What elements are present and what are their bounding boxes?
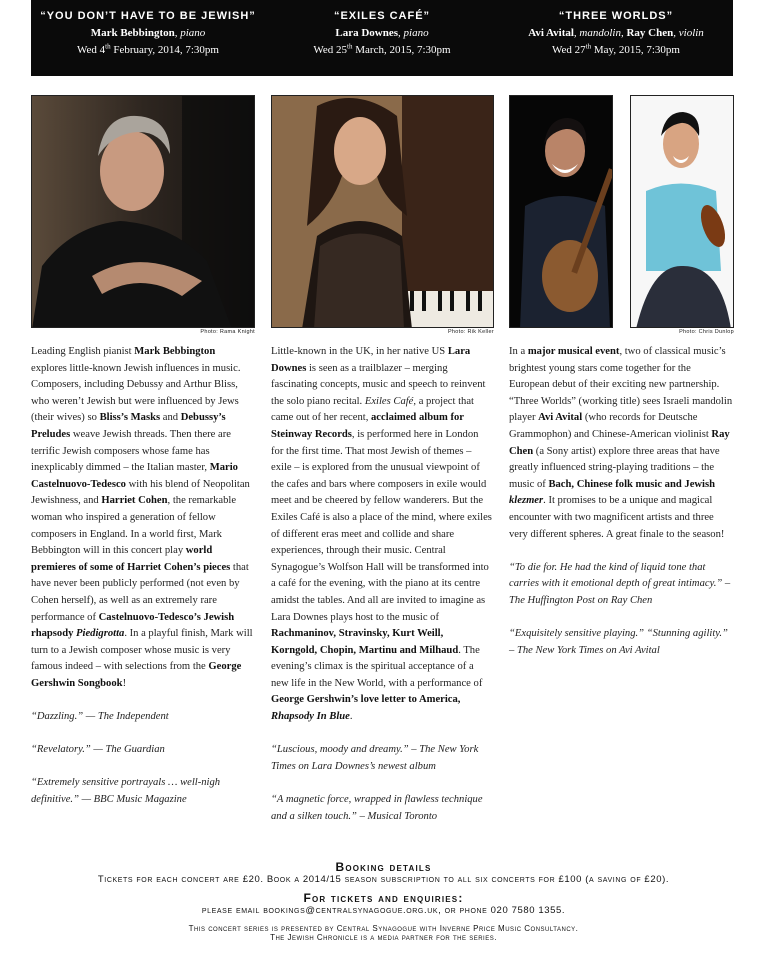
concert-3-body <box>509 344 733 543</box>
text-run: Avi Avital <box>538 412 583 424</box>
text-run: with his blend of Neopolitan Jewishness, and <box>31 478 250 507</box>
text-run: , the remarkable woman who inspired a generation of fellow composers in England. In a world first, Mark Bebbington will in this concert play <box>31 495 237 557</box>
concert-2-quote-1: “Luscious, moody and dreamy.” – The New York Times on Lara Downes’s newest album <box>271 744 479 772</box>
booking-details <box>0 860 767 942</box>
concert-3-header <box>499 8 733 59</box>
concert-3-title: “THREE WORLDS” <box>558 10 674 22</box>
text-run: , two of classical music’s brightest young stars come together for the European debut of their exciting new partnership. “Three Worlds” (working title) sees Israeli mandolin player <box>509 346 733 424</box>
concert-2-quote-2: “A magnetic force, wrapped in flawless technique and a silken touch.” – Musical Toronto <box>271 794 483 822</box>
concert-1-date: Wed 4th February, 2014, 7:30pm <box>77 42 219 56</box>
text-run: Bach, Chinese folk music and Jewish <box>548 478 716 490</box>
text-run: Leading English pianist <box>31 346 135 357</box>
text-run: , a project that came out of her recent, <box>271 395 474 424</box>
text-run: Castelnuovo-Tedesco’s Jewish rhapsody <box>31 611 235 640</box>
concert-1-body <box>31 344 253 692</box>
photo-ray-chen <box>630 95 734 328</box>
concert-3-performer: Avi Avital, mandolin, Ray Chen, violin <box>528 27 704 39</box>
concert-banner <box>31 0 733 76</box>
presented-by: This concert series is presented by Central Synagogue with Inverne Price Music Consultancy. <box>188 924 579 933</box>
photo-lara-downes <box>271 95 494 328</box>
concert-2-body <box>271 344 492 726</box>
concert-1-quote-1: “Dazzling.” — The Independent <box>31 711 169 723</box>
photo-mark-bebbington <box>31 95 255 328</box>
photo-avi-avital <box>509 95 613 328</box>
booking-heading: Booking details <box>335 860 432 874</box>
concert-1-title: “YOU DON’T HAVE TO BE JEWISH” <box>40 10 256 22</box>
enquiries-heading: For tickets and enquiries: <box>303 891 464 905</box>
concert-1-header <box>31 8 265 59</box>
text-run: Lara Downes <box>271 346 471 374</box>
text-run: (a Sony artist) explore three areas that have greatly influenced string-playing traditions – the music of <box>509 445 720 490</box>
text-run: Bliss’s Masks <box>99 412 161 424</box>
concert-2-description <box>271 344 492 842</box>
concert-2-header <box>265 8 499 59</box>
concert-3-quote-1: “To die for. He had the kind of liquid tone that carries with it emotional depth of great intimacy.” – The Huffington Post on Ray Chen <box>509 561 731 606</box>
text-run: Piedigrotta <box>76 628 125 640</box>
concert-1-description <box>31 344 253 825</box>
booking-tickets: Tickets for each concert are £20. Book a 2014/15 season subscription to all six concerts for £100 (a saving of £20). <box>97 874 670 885</box>
text-run: explores little-known Jewish influences in music. Composers, including Debussy and Arthur Bliss, who weren’t Jewish but were influenced by Jews (their wives) so <box>31 362 241 424</box>
text-run: Rhapsody In Blue <box>271 711 350 723</box>
concert-3-description <box>509 344 733 676</box>
text-run: Mark Bebbington <box>134 346 216 357</box>
concert-1-quote-3: “Extremely sensitive portrayals … well-nigh definitive.” — BBC Music Magazine <box>31 777 221 806</box>
text-run: Little-known in the UK, in her native US <box>271 346 448 357</box>
text-run: . The evening’s climax is the spiritual acceptance of a new life in the New World, with a performance of <box>271 644 483 689</box>
concert-1-quote-2: “Revelatory.” — The Guardian <box>31 744 165 756</box>
text-run: is seen as a trailblazer – merging fascinating concepts, music and speech to reinvent the solo piano recital. <box>271 362 486 407</box>
text-run: ! <box>122 677 127 689</box>
concert-3-date: Wed 27th May, 2015, 7:30pm <box>552 42 680 56</box>
text-run: In a <box>509 346 528 357</box>
text-run: that have never been publicly performed (not even by Cohen herself), as well as an extremely rare performance of <box>31 561 249 623</box>
concert-2-title: “EXILES CAFÉ” <box>333 10 431 22</box>
media-partner: The Jewish Chronicle is a media partner for the series. <box>270 933 497 942</box>
text-run: Harriet Cohen <box>101 495 168 507</box>
text-run: , is performed here in London for the first time. That most Jewish of themes – exile – is explored from the unusual viewpoint of the cafes and bars where composers in exile would meet and be cheered by fellow wanderers. But the Exiles Café is also a place of the mind, where exiles of different eras meet and collide and share experiences, through their music. Central Synagogue’s Wolfson Hall will be transformed into a café for the evening, with the piano at its centre amidst the tables. And all are invited to imagine as Lara Downes plays host to the music of <box>271 428 492 623</box>
photo-credit-2: Photo: Rik Keller <box>447 329 494 335</box>
text-run: weave Jewish threads. Then there are terrific Jewish composers whose fame has inexplicably dimmed – the Italian master, <box>31 428 231 474</box>
text-run: world premieres of some of Harriet Cohen’s pieces <box>31 545 231 573</box>
text-run: (who records for Deutsche Grammophon) and Chinese-American violinist <box>509 412 712 440</box>
text-run: George Gershwin Songbook <box>31 661 242 689</box>
text-run: Mario Castelnuovo-Tedesco <box>31 462 238 490</box>
text-run: Exiles Café <box>364 395 414 407</box>
text-run: major musical event <box>527 346 620 357</box>
text-run: . In a playful finish, Mark will turn to a Jewish composer whose music is very famous indeed – with selections from the <box>31 628 253 673</box>
concert-2-performer: Lara Downes, piano <box>335 27 429 39</box>
photo-credit-3: Photo: Chris Dunlop <box>679 329 734 335</box>
text-run: and <box>160 412 181 424</box>
text-run: Debussy’s Preludes <box>31 412 226 440</box>
booking-contact: please email bookings@centralsynagogue.org.uk, or phone 020 7580 1355. <box>201 905 566 916</box>
text-run: Rachmaninov, Stravinsky, Kurt Weill, Korngold, Chopin, Martinu and Milhaud <box>271 628 459 656</box>
text-run: George Gershwin’s love letter to America, <box>271 694 461 706</box>
concert-3-quote-2: “Exquisitely sensitive playing.” “Stunning agility.” – The New York Times on Avi Avital <box>509 628 728 656</box>
concert-1-performer: Mark Bebbington, piano <box>90 27 206 39</box>
text-run: . <box>349 711 353 723</box>
photo-credit-1: Photo: Rama Knight <box>200 329 255 335</box>
text-run: acclaimed album for Steinway Records <box>271 412 464 440</box>
text-run: klezmer <box>509 495 544 507</box>
text-run: . It promises to be a unique and magical encounter with two magnificent artists and three very different spheres. A great finale to the season! <box>509 495 725 540</box>
concert-2-date: Wed 25th March, 2015, 7:30pm <box>313 42 451 56</box>
text-run: Ray Chen <box>509 428 730 457</box>
